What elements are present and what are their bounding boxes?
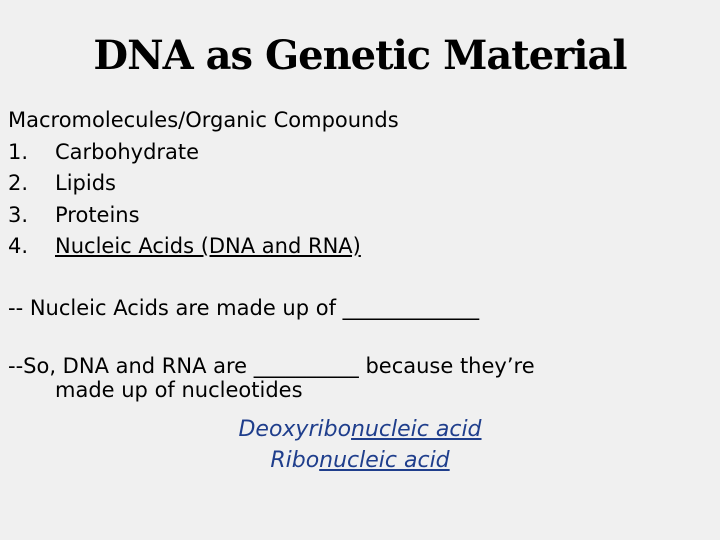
- answer-ribonucleic-acid: [0, 445, 720, 476]
- list-text: Carbohydrate: [55, 139, 200, 164]
- answers: [0, 414, 720, 476]
- answer-underlined: nucleic acid: [351, 417, 482, 442]
- list-number: 2.: [8, 171, 29, 195]
- list-item: [8, 137, 708, 169]
- statement-dna-rna: --So, DNA and RNA are __________ because they’re: [8, 354, 535, 378]
- list-item: [8, 168, 708, 200]
- list-text: Nucleic Acids (DNA and RNA): [55, 234, 361, 258]
- list-item: [8, 231, 708, 263]
- list-number: 3.: [8, 202, 29, 227]
- slide-body: [8, 105, 708, 402]
- slide-title: DNA as Genetic Material: [93, 32, 627, 79]
- list-heading: Macromolecules/Organic Compounds: [8, 108, 399, 132]
- answer-prefix: Deoxyribo: [238, 417, 352, 442]
- list-item: [8, 200, 708, 232]
- list-number: 1.: [8, 139, 29, 164]
- list-number: 4.: [8, 234, 29, 258]
- answer-deoxyribonucleic-acid: [0, 414, 720, 445]
- answer-underlined: nucleic acid: [319, 448, 450, 473]
- statement-dna-rna-continued: made up of nucleotides: [55, 378, 303, 402]
- answer-prefix: Ribo: [270, 448, 320, 473]
- list-text: Proteins: [55, 202, 140, 227]
- list-text: Lipids: [55, 171, 116, 195]
- statement-nucleic-acids: -- Nucleic Acids are made up of _____________: [8, 295, 480, 320]
